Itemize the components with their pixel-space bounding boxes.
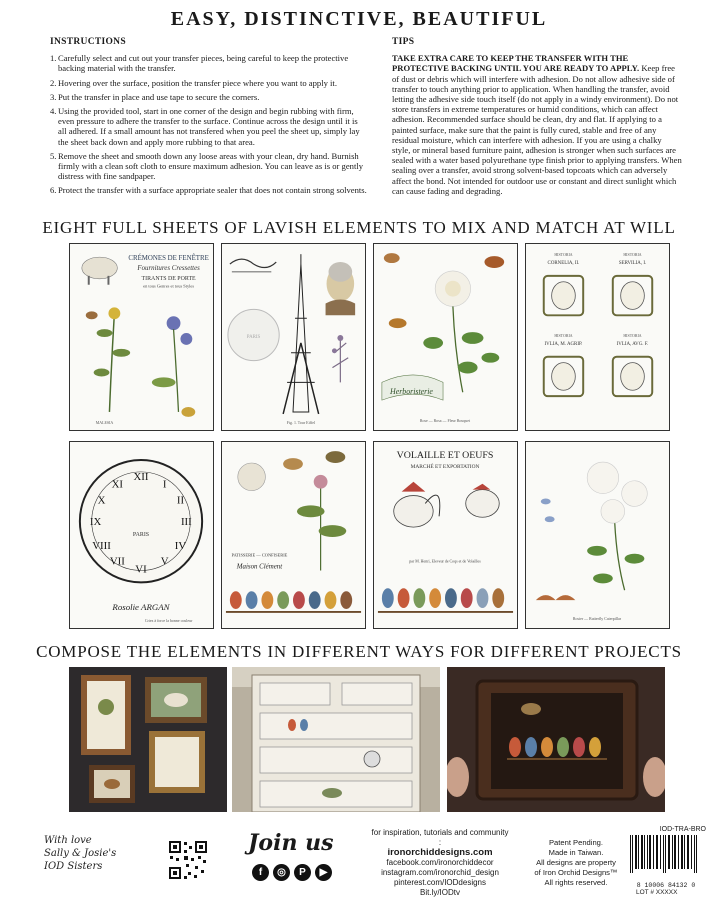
sheet-eiffel-tower	[221, 243, 366, 431]
join-us-heading: Join us	[248, 830, 334, 856]
sheet4-plaque-label: HISTORIA	[623, 252, 642, 258]
svg-text:VII: VII	[109, 555, 125, 568]
svg-text:VIII: VIII	[92, 539, 111, 552]
community-links	[370, 828, 510, 898]
social-icons	[252, 864, 332, 881]
sheet-clock-face	[69, 441, 214, 629]
instruction-step: 5. Remove the sheet and smooth down any loose areas with your clean, dry hand. Burnish firmly with a clean soft cloth to ensure maximum adhesion. You can leave as is or gently distress with fine sandpaper.	[50, 150, 364, 182]
instagram-icon[interactable]: ◎	[273, 864, 290, 881]
barcode-block	[626, 826, 706, 896]
instruction-step: 3. Put the transfer in place and use tape to secure the corners.	[50, 91, 260, 102]
instruction-step: 1. Carefully select and cut out your transfer pieces, being careful to keep the protective backing material with the transfer.	[50, 53, 349, 74]
sheet4-name: IVLIA, M. AGRIP.	[544, 341, 583, 347]
sheet-volaille-oeufs	[373, 441, 518, 629]
instructions-section	[50, 37, 368, 200]
sheet5-label: Rosolie ARGAN	[112, 601, 170, 612]
sheet3-label: Herboristerie	[390, 387, 433, 397]
sheet4-name: CORNELIA, II.	[547, 261, 580, 267]
tips-heading: TIPS	[392, 37, 415, 47]
instructions-list	[50, 53, 368, 195]
sheet1-line2: Fournitures Cressettes	[137, 264, 200, 272]
links-intro: for inspiration, tutorials and community :	[371, 828, 509, 847]
instagram-link[interactable]: instagram.com/ironorchid_design	[381, 868, 499, 877]
sheet7-line1: VOLAILLE ET OEUFS	[396, 450, 494, 462]
svg-text:I: I	[162, 478, 167, 491]
tips-bold-text: TAKE EXTRA CARE TO KEEP THE TRANSFER WITH THE PROTECTIVE BACKING UNTIL YOU ARE READY TO APPLY.	[392, 53, 640, 74]
sheet-white-rose	[525, 441, 670, 629]
photo-painted-chest	[232, 667, 440, 812]
svg-text:III: III	[180, 516, 192, 529]
sheet3-caption: Rose — Rosa — Fleur Bouquet	[419, 417, 471, 423]
photo-wooden-tray	[447, 667, 665, 812]
tips-body	[392, 53, 682, 196]
svg-text:V: V	[160, 555, 169, 568]
sku-label: IOD-TRA-BRO	[659, 826, 706, 833]
svg-text:X: X	[97, 494, 106, 507]
sheet7-line2: MARCHÉ ET EXPORTATION	[410, 463, 480, 470]
svg-text:IX: IX	[89, 516, 102, 529]
tips-text: Keep free of dust or debris which will interfere with adhesion. Do not allow adhesive side of transfer to touch anything prior to application. When handling the transfer, avoid letting the adhesive side touch itself (do not apply in a windy environment). Do not store transfers in extreme temperatures or humid conditions, which can affect adhesion. Recommended surface should be clean, dry and flat. If applying to a painted surface, make sure that the paint is fully cured, stable and free of any residual moisture, which can interfere with adhesion. If you are using a chalky style, or mineral based furniture paint, adhesion is stronger when such surfaces are sealed with a water based polyurethane type finish prior to applying transfers. When sealing over a transfer, avoid strong solvent-based topcoats which can adversely affect the bond. Not intended for outdoor use or constant and direct sunlight which can cause fading and degrading.	[392, 63, 682, 196]
sheet4-plaque-label: HISTORIA	[554, 252, 573, 258]
pinterest-icon[interactable]: P	[294, 864, 311, 881]
pinterest-link[interactable]: pinterest.com/IODdesigns	[393, 878, 487, 887]
sheet1-line4: en tous Genres et tous Styles	[143, 283, 195, 289]
sheet5-clock-label: PARIS	[132, 531, 150, 538]
sheet4-name: SERVILIA, I.	[618, 261, 647, 267]
sheet-patisserie-birds	[221, 441, 366, 629]
youtube-icon[interactable]: ▶	[315, 864, 332, 881]
sheet6-line2: Maison Clément	[236, 563, 283, 571]
sheet1-line3: TIRANTS DE PORTE	[141, 275, 196, 282]
sheet4-name: IVLIA, AVG. F.	[616, 341, 649, 347]
instructions-heading: INSTRUCTIONS	[50, 37, 126, 47]
sheet1-line1: CRÉMONES DE FENÊTRE	[128, 255, 209, 263]
svg-text:IV: IV	[174, 539, 187, 552]
sheet1-caption: MALESIA	[95, 419, 114, 425]
website-link[interactable]: ironorchiddesigns.com	[387, 847, 493, 858]
sheet6-line1: PATISSERIE — CONFISERIE	[231, 552, 288, 558]
sheet-botanical-sheep	[69, 243, 214, 431]
sheet5-caption: Criez à force la bonne couleur	[144, 617, 193, 623]
footer	[0, 826, 718, 896]
sheet4-plaque-label: HISTORIA	[623, 333, 642, 338]
youtube-link[interactable]: Bit.ly/IODtv	[419, 888, 460, 897]
page-title: EASY, DISTINCTIVE, BEAUTIFUL	[170, 8, 548, 30]
sheet-rose-herboristerie	[373, 243, 518, 431]
barcode-icon	[626, 835, 702, 877]
sheet7-line3: par M. Henri, Eleveur de Coqs et de Volailles	[409, 558, 481, 564]
projects-heading: COMPOSE THE ELEMENTS IN DIFFERENT WAYS FOR DIFFERENT PROJECTS	[36, 642, 682, 661]
svg-text:XII: XII	[133, 470, 149, 483]
svg-text:XI: XI	[111, 478, 124, 491]
sheet8-caption: Rosier — Butterfly Caterpillar	[572, 615, 622, 621]
sheet-historia-plaques	[525, 243, 670, 431]
instruction-step: 6. Protect the transfer with a surface appropriate sealer that does not contain strong solvents.	[50, 185, 367, 196]
facebook-icon[interactable]: f	[252, 864, 269, 881]
svg-text:VI: VI	[135, 563, 147, 576]
sheet4-plaque-label: HISTORIA	[554, 333, 573, 338]
barcode-number: 8 10006 84132 0	[636, 882, 696, 889]
svg-text:II: II	[176, 494, 185, 507]
sheet2-clock-label: PARIS	[246, 334, 261, 340]
lot-number: LOT # XXXXX	[636, 889, 678, 896]
photo-framed-art	[69, 667, 227, 812]
sheets-heading: EIGHT FULL SHEETS OF LAVISH ELEMENTS TO MIX AND MATCH AT WILL	[42, 218, 676, 237]
instruction-step: 4. Using the provided tool, start in one corner of the design and begin rubbing with firm, even pressure to adhere the transfer to the surface. Continue across the design until it is all adhered. If a small amount has not transfered when you peel the sheet up, simply lay the sheet back down and apply more rubbing to that area.	[50, 106, 360, 147]
legal-notice: Patent Pending. Made in Taiwan. All designs are property of Iron Orchid Designs™ All rights reserved.	[534, 838, 618, 887]
instruction-step: 2. Hovering over the surface, position the transfer piece where you want to apply it.	[50, 77, 337, 88]
signature: With love Sally & Josie's IOD Sisters	[44, 835, 117, 872]
facebook-link[interactable]: facebook.com/ironorchiddecor	[386, 858, 494, 867]
tips-section	[392, 37, 682, 196]
sheet2-caption: Fig. 1. Tour Eiffel	[286, 419, 316, 425]
qr-code-icon[interactable]	[168, 840, 208, 880]
